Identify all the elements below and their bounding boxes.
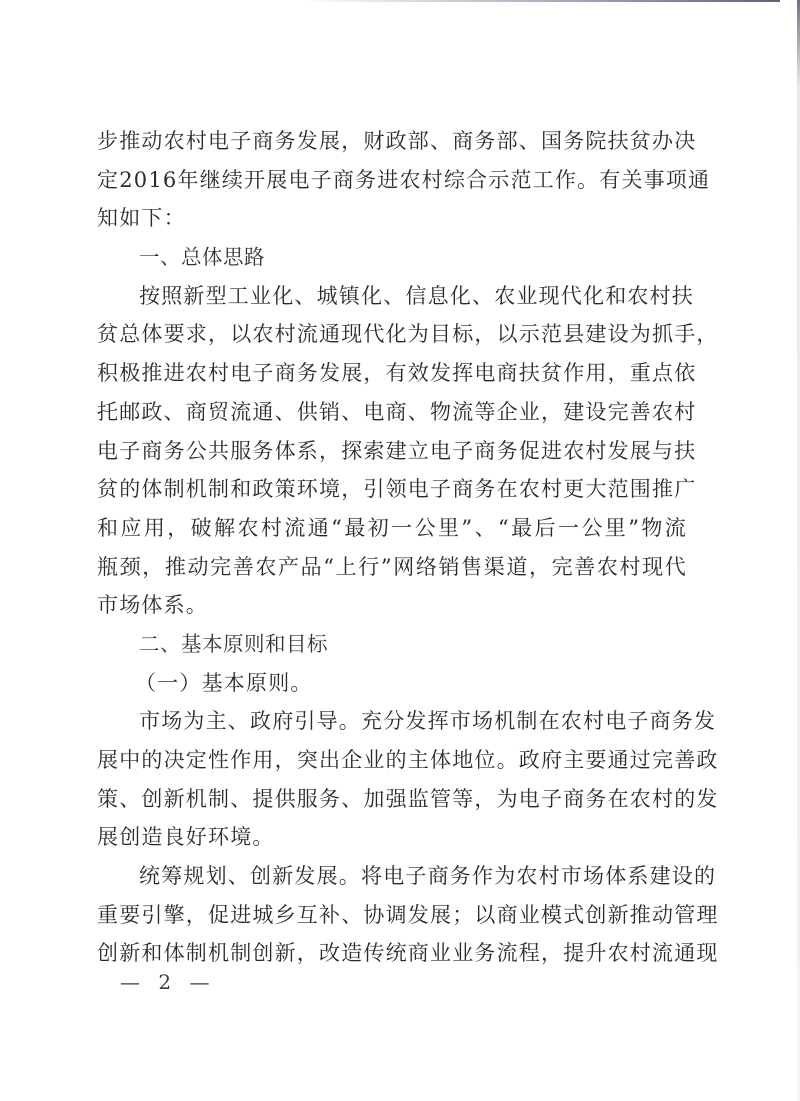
body-text-line: 托邮政、商贸流通、供销、电商、物流等企业，建设完善农村 [97,399,697,424]
body-text-line: 知如下： [97,206,186,231]
body-text-line: 展中的决定性作用，突出企业的主体地位。政府主要通过完善政 [97,748,719,772]
body-text-line: 策、创新机制、提供服务、加强监管等，为电子商务在农村的发 [97,786,719,811]
body-text-line: 市场体系。 [97,593,208,618]
page-number: — 2 — [120,970,216,994]
body-text-line: 和应用，破解农村流通“最初一公里”、“最后一公里”物流 [97,515,687,540]
body-text-line: 贫的体制机制和政策环境，引领电子商务在农村更大范围推广 [97,477,697,502]
section-heading-overall-approach: 一、总体思路 [139,245,265,270]
subsection-heading-basic-principles: （一）基本原则。 [135,670,313,695]
body-text-line: 贫总体要求，以农村流通现代化为目标，以示范县建设为抓手， [97,322,719,347]
body-text-line: 积极推进农村电子商务发展，有效发挥电商扶贫作用，重点依 [97,361,697,386]
body-text-line: 展创造良好环境。 [97,825,275,850]
body-text-line: 统筹规划、创新发展。将电子商务作为农村市场体系建设的 [139,864,717,889]
body-text-line: 市场为主、政府引导。充分发挥市场机制在农村电子商务发 [139,709,717,734]
body-text-line: 重要引擎，促进城乡互补、协调发展；以商业模式创新推动管理 [97,902,719,927]
body-text-line: 电子商务公共服务体系，探索建立电子商务促进农村发展与扶 [97,438,697,463]
section-heading-principles-goals: 二、基本原则和目标 [139,631,328,656]
document-page [97,122,719,973]
body-text-line: 瓶颈，推动完善农产品“上行”网络销售渠道，完善农村现代 [97,554,687,579]
body-text-line: 创新和体制机制创新，改造传统商业业务流程，提升农村流通现 [97,941,719,966]
body-text-line: 定2016年继续开展电子商务进农村综合示范工作。有关事项通 [97,167,711,192]
scan-edge-top [300,0,780,2]
body-text-line: 步推动农村电子商务发展，财政部、商务部、国务院扶贫办决 [97,129,697,153]
body-text-line: 按照新型工业化、城镇化、信息化、农业现代化和农村扶 [139,283,694,308]
